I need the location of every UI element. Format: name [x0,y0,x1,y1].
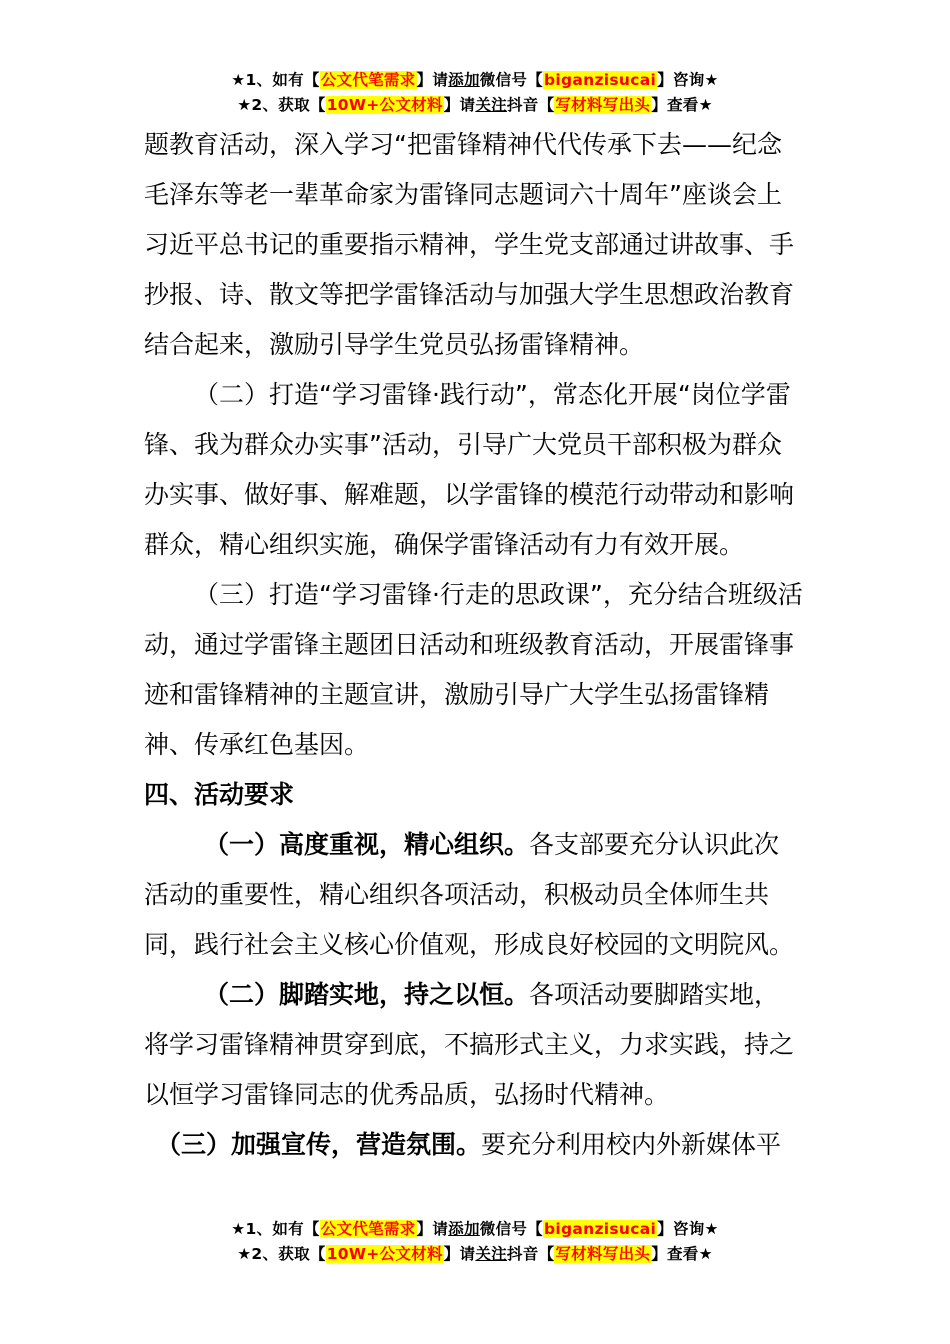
requirement-1-heading: （一）高度重视，精心组织。 [204,830,530,859]
highlight-text: 10W+公文材料 [326,96,443,114]
banner-line-1: ★1、如有【公文代笔需求】请添加微信号【biganzisucai】咨询★ [231,71,719,89]
highlight-text: 10W+公文材料 [326,1245,443,1263]
header-banner [0,68,950,118]
paragraph-continued: 题教育活动，深入学习“把雷锋精神代代传承下去——纪念毛泽东等老一辈革命家为雷锋同志题词六十周年”座谈会上习近平总书记的重要指示精神，学生党支部通过讲故事、手抄报、诗、散文等把学雷锋活动与加强大学生思想政治教育结合起来，激励引导学生党员弘扬雷锋精神。 [144,130,795,359]
paragraph-item-3: （三）打造“学习雷锋·行走的思政课”，充分结合班级活动，通过学雷锋主题团日活动和班级教育活动，开展雷锋事迹和雷锋精神的主题宣讲，激励引导广大学生弘扬雷锋精神、传承红色基因。 [144,580,803,759]
paragraph-item-2: （二）打造“学习雷锋·践行动”，常态化开展“岗位学雷锋、我为群众办实事”活动，引导广大党员干部积极为群众办实事、做好事、解难题，以学雷锋的模范行动带动和影响群众，精心组织实施，确保学雷锋活动有力有效开展。 [144,380,795,559]
requirement-1 [144,820,804,970]
footer-banner [0,1217,950,1267]
requirement-3 [134,1120,804,1170]
requirement-2-heading: （二）脚踏实地，持之以恒。 [204,980,530,1009]
requirement-1-text: 各支部要充分认识此次活动的重要性，精心组织各项活动，积极动员全体师生共同，践行社会主义核心价值观，形成良好校园的文明院风。 [144,830,795,959]
banner-line-2: ★2、获取【10W+公文材料】请关注抖音【写材料写出头】查看★ [237,96,713,114]
highlight-text: biganzisucai [543,1220,657,1238]
highlight-text: biganzisucai [543,71,657,89]
banner-line-1: ★1、如有【公文代笔需求】请添加微信号【biganzisucai】咨询★ [231,1220,719,1238]
banner-line-2: ★2、获取【10W+公文材料】请关注抖音【写材料写出头】查看★ [237,1245,713,1263]
requirement-3-text: 要充分利用校内外新媒体平 [481,1130,782,1159]
highlight-text: 公文代笔需求 [320,71,416,89]
requirement-2-text: 各项活动要脚踏实地，将学习雷锋精神贯穿到底，不搞形式主义，力求实践，持之以恒学习雷锋同志的优秀品质，弘扬时代精神。 [144,980,795,1109]
document-body [144,120,804,1170]
requirement-2 [144,970,804,1120]
section-heading: 四、活动要求 [144,780,295,809]
highlight-text: 公文代笔需求 [320,1220,416,1238]
highlight-text: 写材料写出头 [555,96,651,114]
requirement-3-heading: （三）加强宣传，营造氛围。 [156,1130,482,1159]
highlight-text: 写材料写出头 [555,1245,651,1263]
